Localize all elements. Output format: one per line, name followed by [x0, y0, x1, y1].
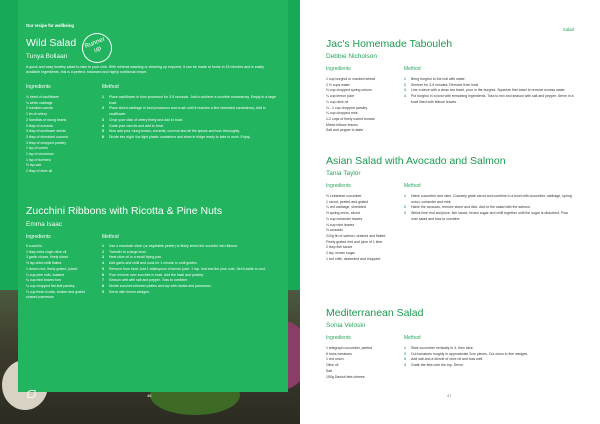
list-item: ¼ cup coriander leaves [326, 216, 363, 221]
list-item: 3 tbsp of currants [26, 123, 54, 128]
recipe-title: Mediterranean Salad [326, 307, 424, 319]
list-item: ¼ head of cauliflower [26, 95, 60, 99]
list-item: ¼ cup chopped mint [326, 111, 358, 116]
ingredients-heading: Ingredients [326, 66, 351, 72]
method-step: 9 Serve with lemon wedges. [102, 289, 150, 294]
recipe-author: Debbie Nicholson [326, 53, 377, 60]
method-step: 4 Add garlic and chilli and cook for 1 minute or until golden. [102, 261, 198, 266]
ingredients-list [326, 194, 398, 262]
list-item: 6 zucchini [26, 244, 42, 248]
method-heading: Method [404, 183, 421, 189]
method-step: 7 Season well with salt and pepper. Toss to combine. [102, 278, 189, 283]
method-step: 3 Chop your stick of celery finely and add to bowl. [102, 117, 184, 122]
list-item: 3 tbsp of sunflower seeds [26, 129, 66, 134]
list-item: 1 carrot, peeled and grated [326, 199, 369, 204]
recipe-title: Asian Salad with Avocado and Salmon [326, 155, 506, 167]
method-step: 3 Line a sieve with a clean tea towel, pour in the burghul. Squeeze first towel to remove excess water. [404, 88, 566, 93]
list-item: 3 garlic cloves, finely sliced [26, 255, 69, 260]
method-step: 2 Halve the avocado, remove stone and dice. Add to the salad with the salmon. [404, 205, 531, 210]
list-item: Salt [326, 368, 333, 373]
method-heading: Method [404, 335, 421, 341]
recipe-author: Tania Taylor [326, 170, 361, 177]
method-step: 2 Cut tomatoes roughly in approximate 2cm pieces. Cut onion in fine wedges. [404, 351, 529, 356]
list-item: ½ avocado [326, 228, 344, 233]
recipe-author: Sonia Veloski [326, 322, 366, 329]
list-item: 1 telegraph cucumber, peeled [326, 346, 373, 350]
list-item: 1 tbsp extra virgin olive oil [26, 249, 67, 254]
method-step: 3 Heat olive oil in a small frying pan. [102, 255, 163, 260]
list-item: ¾ - 1 cup chopped parsley [326, 105, 368, 110]
list-item: 1-2 cups of finely cubed tomato [326, 116, 375, 121]
list-item: 1 lemon rind, finely grated, juiced [26, 266, 78, 271]
list-item: ¼ white cabbage [26, 100, 53, 105]
recipe-title: Zucchini Ribbons with Ricotta & Pine Nuts [26, 205, 223, 217]
ingredients-list [26, 244, 98, 301]
list-item: 1 red chilli, deseeded and chopped [326, 256, 381, 261]
recipe-title: Wild Salad [26, 37, 77, 49]
page-number: 47 [447, 393, 452, 398]
overline: Our recipe for wellbeing [26, 23, 74, 28]
method-step: 2 Simmer for 3-5 minutes. Remove from heat. [404, 82, 480, 87]
list-item: Finely grated rind and juice of 1 lime [326, 239, 383, 244]
list-item: 210g tin of salmon, drained and flaked [326, 233, 386, 238]
method-heading: Method [102, 234, 119, 240]
list-item: shaved parmesan [26, 295, 54, 300]
ingredients-list [326, 346, 398, 380]
method-step: 1 Slice cucumber vertically in 4, then slice. [404, 346, 474, 350]
method-step: 1 Use a mandolin slicer (or vegetable peeler) to finely shred the zucchini into ribbons. [102, 244, 238, 248]
method-step: 8 Divide zucchini between plates and top with ricotta and parmesan. [102, 283, 212, 288]
list-item: 1 cup burghul or cracked wheat [326, 77, 375, 81]
ingredients-heading: Ingredients [26, 234, 51, 240]
list-item: ¼ cup mint leaves [326, 222, 355, 227]
method-heading: Method [404, 66, 421, 72]
list-item: ¼ red cabbage, shredded [326, 205, 366, 210]
method-step: 6 Divide into eight 4oz tight plastic containers and store in fridge ready to take to work. Enjoy! [102, 134, 251, 139]
list-item: 1 tsp of turmeric [26, 157, 52, 162]
list-item: ½ spring onion, sliced [326, 211, 360, 216]
list-item: 2 handfuls of mung beans [26, 117, 67, 122]
method-list [102, 95, 280, 141]
recipe-intro: A quick and easy healthy salad to take to your club. With minimal washing or cleaning up required, it can be made at home in 15 minutes and is easily available ingredients, this is a perfect, balanced and highly nutritional recipe. [26, 65, 264, 75]
method-step: 1 Halve cucumber and slice. Coarsely grate carrot and combine in a bowl with cucumber, cabbage, spring onion, coriander and mint. [404, 194, 572, 204]
recipe-title: Jac's Homemade Tabouleh [326, 38, 453, 50]
section-tag: Salad [562, 27, 574, 32]
list-item: ½ tsp salt [26, 163, 41, 168]
method-step: 1 Bring burghul to the boil with water. [404, 77, 466, 81]
list-item: ¼ cup mint leaves torn [26, 278, 62, 283]
list-item: ⅓ cup fresh ricotta, broken and grated [26, 289, 86, 294]
ingredients-list [326, 77, 398, 134]
list-item: 1 red onion [326, 357, 344, 362]
list-item: 150g Danish feta cheese [326, 374, 365, 379]
method-list [102, 244, 280, 295]
list-item: ¼ cup olive oil [326, 99, 349, 104]
method-step: 2 Place sliced cabbage in food processor and crush until it reaches a fine shredded consistency. Add to cauliflower. [102, 106, 266, 117]
method-step: 4 Put burghul in a bowl with remaining ingredients. Toss to mix and season with salt and pepper. Serve in a bowl lined with lettuce leaves. [404, 94, 574, 104]
method-list [404, 77, 576, 106]
list-item: ½ cup chopped spring onions [326, 88, 372, 93]
leaf-logo-icon [27, 389, 36, 399]
method-list [404, 346, 576, 369]
ingredients-list [26, 95, 98, 175]
list-item: ¼ cup lemon juice [326, 94, 355, 99]
recipe-author: Emma Isaac [26, 221, 63, 228]
recipe-author: Tunya Bollaan [26, 53, 68, 60]
list-item: 3 tbsp of shredded coconut [26, 134, 69, 139]
method-step: 1 Place cauliflower in food processor for 3-5 seconds. Just to achieve a crumble consistency. Empty in a large bowl. [102, 95, 277, 105]
list-item: ½ Lebanese cucumber [326, 194, 362, 198]
method-step: 4 Grate the feta over the top. Serve. [404, 363, 464, 368]
list-item: 2 tbsp fish sauce [326, 245, 353, 250]
list-item: 1 tsp of cinnamon [26, 152, 54, 157]
method-step: 5 Now add your mung beans, currants, coconut and all the spices and toss thoroughly. [102, 129, 240, 134]
method-step: 3 Whisk lime rind and juice, fish sauce, brown sugar and chilli together until the sugar is dissolved. Pour over salad and toss to combine. [404, 211, 569, 221]
list-item: 3 tbsp of chopped parsley [26, 140, 67, 145]
ingredients-heading: Ingredients [26, 84, 51, 90]
list-item: 1 tsp of cumin [26, 146, 48, 151]
method-step: 3 Add salt and a drizzle of olive oil and toss well. [404, 357, 484, 362]
method-heading: Method [102, 84, 119, 90]
list-item: ¼ cup pine nuts, toasted [26, 272, 65, 277]
list-item: 2 ½ cups water [326, 82, 350, 87]
list-item: Salt and pepper to taste [326, 128, 364, 133]
page-number: 46 [147, 393, 152, 398]
list-item: 1 tin of celery [26, 112, 47, 117]
method-step: 6 Pour mixture over zucchini in bowl. Add the basil and parsley. [102, 272, 204, 277]
list-item: Mixed lettuce leaves [326, 122, 358, 127]
list-item: 6 truss tomatoes [326, 351, 352, 356]
ingredients-heading: Ingredients [326, 335, 351, 341]
method-step: 2 Transfer to a large bowl. [102, 249, 147, 254]
ingredients-heading: Ingredients [326, 183, 351, 189]
method-step: 5 Remove from heat. Add 1 tablespoon of lemon juice, 1 tsp. rind and the pine nuts. Set it aside to cool. [102, 266, 267, 271]
runner-up-badge: Runner up [77, 28, 116, 67]
list-item: 2 medium carrots [26, 106, 54, 111]
right-page [300, 0, 600, 424]
list-item: 2 tbsp of olive oil [26, 169, 53, 174]
list-item: ¼ cup chopped flat-leaf parsley [26, 283, 75, 288]
list-item: Olive oil [326, 363, 339, 368]
method-list [404, 194, 576, 223]
method-step: 4 Grate your carrots and add to bowl. [102, 123, 164, 128]
list-item: ½ tsp dried chilli flakes [26, 261, 62, 266]
list-item: 2 tsp. brown sugar [326, 251, 355, 256]
